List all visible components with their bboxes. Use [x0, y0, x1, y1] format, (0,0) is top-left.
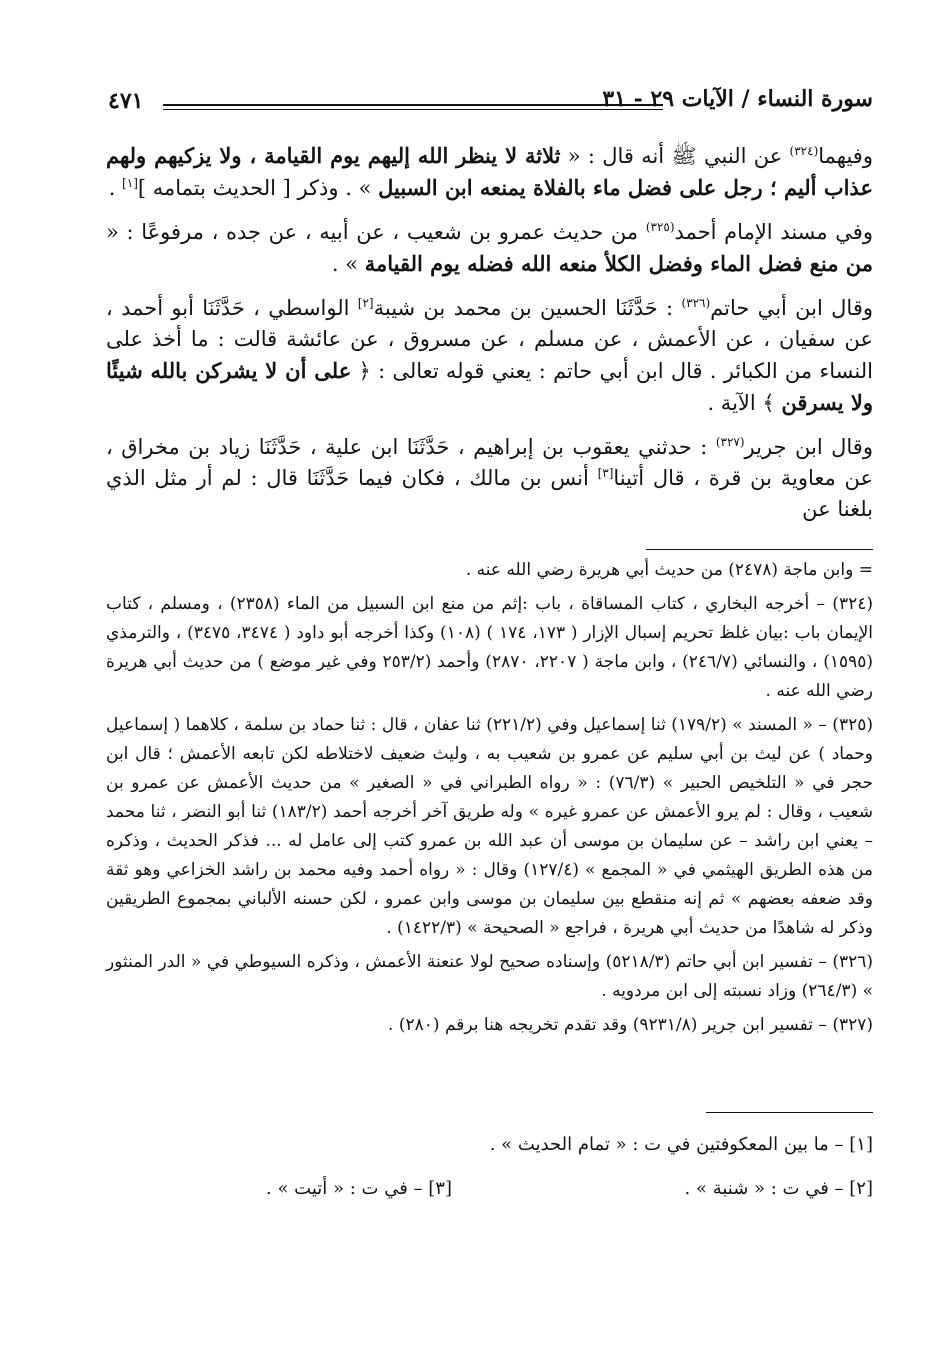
- paragraph-2: [106, 217, 873, 280]
- quran-verse: على أن لا يشركن بالله شيئًا ولا يسرقن: [106, 358, 873, 415]
- editor-note-2: [٢] – في ت : « شنبة » .: [684, 1178, 873, 1199]
- text-run: وقال ابن أبي حاتم: [710, 296, 873, 320]
- page-number: ٤٧١: [108, 88, 144, 114]
- footnote-324: (٣٢٤) – أخرجه البخاري ، كتاب المساقاة ، باب :إثم من منع ابن السبيل من الماء (٢٣٥٨) ، ومسلم ، كتاب الإيمان باب :بيان غلظ تحريم إسبال الإزار ( ١٧٣، ١٧٤ ) (١٠٨) وكذا أخرجه أبو داود ( ٣٤٧٤، ٣٤٧٥) ، والترمذي (١٥٩٥) ، والنسائي (٢٤٦/٧) ، وابن ماجة ( ٢٢٠٧، ٢٨٧٠) وأحمد (٢٥٣/٢ وفي غير موضع ) من حديث أبي هريرة رضي الله عنه .: [106, 594, 873, 701]
- text-run: من حديث عمرو بن شعيب ، عن أبيه ، عن جده ، مرفوعًا : «: [106, 220, 646, 244]
- surah-heading: سورة النساء / الآيات ٢٩ - ٣١: [602, 86, 873, 112]
- paragraph-1: [106, 140, 873, 204]
- editor-note-ref[interactable]: [٣]: [597, 466, 614, 480]
- paragraph-3: [106, 293, 873, 419]
- footnote-ref[interactable]: (٣٢٦): [681, 296, 711, 310]
- text-run: .: [108, 176, 123, 200]
- header-rule-thin: [163, 109, 663, 110]
- page-header: [108, 86, 873, 122]
- footnote-continuation: = وابن ماجة (٢٤٧٨) من حديث أبي هريرة رضي الله عنه .: [465, 560, 873, 580]
- main-text: [106, 130, 873, 538]
- footnote-326: (٣٢٦) – تفسير ابن أبي حاتم (٥٢١٨/٣) وإسناده صحيح لولا عنعنة الأعمش ، وذكره السيوطي في « الدر المنثور » (٢٦٤/٣) وزاد نسبته إلى ابن مردويه .: [106, 952, 873, 1001]
- header-rule: [163, 104, 663, 106]
- text-run: وفي مسند الإمام أحمد: [674, 220, 873, 244]
- editor-notes-row: [106, 1174, 873, 1204]
- editor-notes: [106, 1130, 873, 1204]
- editor-note-3: [٣] – في ت : « أتيت » .: [266, 1178, 452, 1199]
- text-run: : حدثني يعقوب بن إبراهيم ، حَدَّثَنَا ابن علية ، حَدَّثَنَا زياد بن مخراق ، عن معاوية بن قرة ، قال أتينا: [106, 435, 873, 490]
- text-run: وقال ابن جرير: [744, 435, 873, 459]
- footnote-325: (٣٢٥) – « المسند » (١٧٩/٢) ثنا إسماعيل وفي (٢٢١/٢) ثنا عفان ، قال : ثنا حماد بن سلمة ، كلاهما ( إسماعيل وحماد ) عن ليث بن أبي سليم عن عمرو بن شعيب به ، وليث ضعيف لاختلاطه لكن تابعه الأعمش ؛ قال ابن حجر في « التلخيص الحبير » (٧٦/٣) : « رواه الطبراني في « الصغير » من حديث الأعمش عن عمرو بن شعيب ، وقال : لم يرو الأعمش عن عمرو غيره » وله طريق آخر أخرجه أحمد (١٨٣/٢) ثنا أبو النضر ، ثنا محمد – يعني ابن راشد – عن سليمان بن موسى أن عبد الله بن عمرو كتب إلى عامل له ... فذكر الحديث ، وذكره من هذه الطريق الهيثمي في « المجمع » (١٢٧/٤) وقال : « رواه أحمد وفيه محمد بن راشد الخزاعي وهو ثقة وقد ضعفه بعضهم » ثم إنه منقطع بين سليمان بن موسى وابن عمرو ، لكن حسنه الألباني بمجموع الطريقين وذكر له شاهدًا من حديث أبي هريرة ، فراجع « الصحيحة » (١٤٢٢/٣) .: [106, 715, 874, 938]
- footnotes: [106, 556, 873, 1045]
- hadith-text: ثلاثة لا ينظر الله إليهم يوم القيامة ، ولا يزكيهم ولهم عذاب أليم ؛ رجل على فضل ماء بالفلاة يمنعه ابن السبيل: [106, 143, 873, 200]
- editor-note-1: [١] – ما بين المعكوفتين في ت : « تمام الحديث » .: [489, 1134, 873, 1155]
- footnote-ref[interactable]: (٣٢٤): [789, 144, 819, 158]
- text-run: وفيهما: [818, 144, 873, 168]
- editor-note-ref[interactable]: [١]: [122, 176, 138, 190]
- text-run: عن النبي ﷺ أنه قال : «: [560, 144, 790, 168]
- text-run: » . وذكر [ الحديث بتمامه ]: [137, 176, 379, 200]
- hadith-text: من منع فضل الماء وفضل الكلأ منعه الله فضله يوم القيامة: [364, 251, 873, 276]
- text-run: الواسطي ، حَدَّثَنَا أبو أحمد ، عن سفيان ، عن الأعمش ، عن مسلم ، عن مسروق ، عن عائشة قالت : ما أخذ على النساء من الكبائر . قال ابن أبي حاتم : يعني قوله تعالى : ﴿: [106, 296, 873, 383]
- text-run: ﴾ الآية .: [707, 391, 782, 415]
- footnote-ref[interactable]: (٣٢٥): [645, 220, 675, 234]
- text-run: : حَدَّثَنَا الحسين بن محمد بن شيبة: [373, 296, 682, 320]
- text-run: أنس بن مالك ، فكان فيما حَدَّثَنَا قال : لم أر مثل الذي بلغنا عن: [106, 466, 873, 521]
- footnote-ref[interactable]: (٣٢٧): [715, 435, 745, 449]
- footnote-separator: [646, 549, 873, 550]
- footnote-327: (٣٢٧) – تفسير ابن جرير (٩٢٣١/٨) وقد تقدم تخريجه هنا برقم (٢٨٠) .: [388, 1015, 873, 1035]
- text-run: » .: [331, 252, 365, 276]
- paragraph-4: [106, 432, 873, 525]
- editor-note-ref[interactable]: [٢]: [357, 296, 374, 310]
- editor-notes-separator: [706, 1112, 873, 1113]
